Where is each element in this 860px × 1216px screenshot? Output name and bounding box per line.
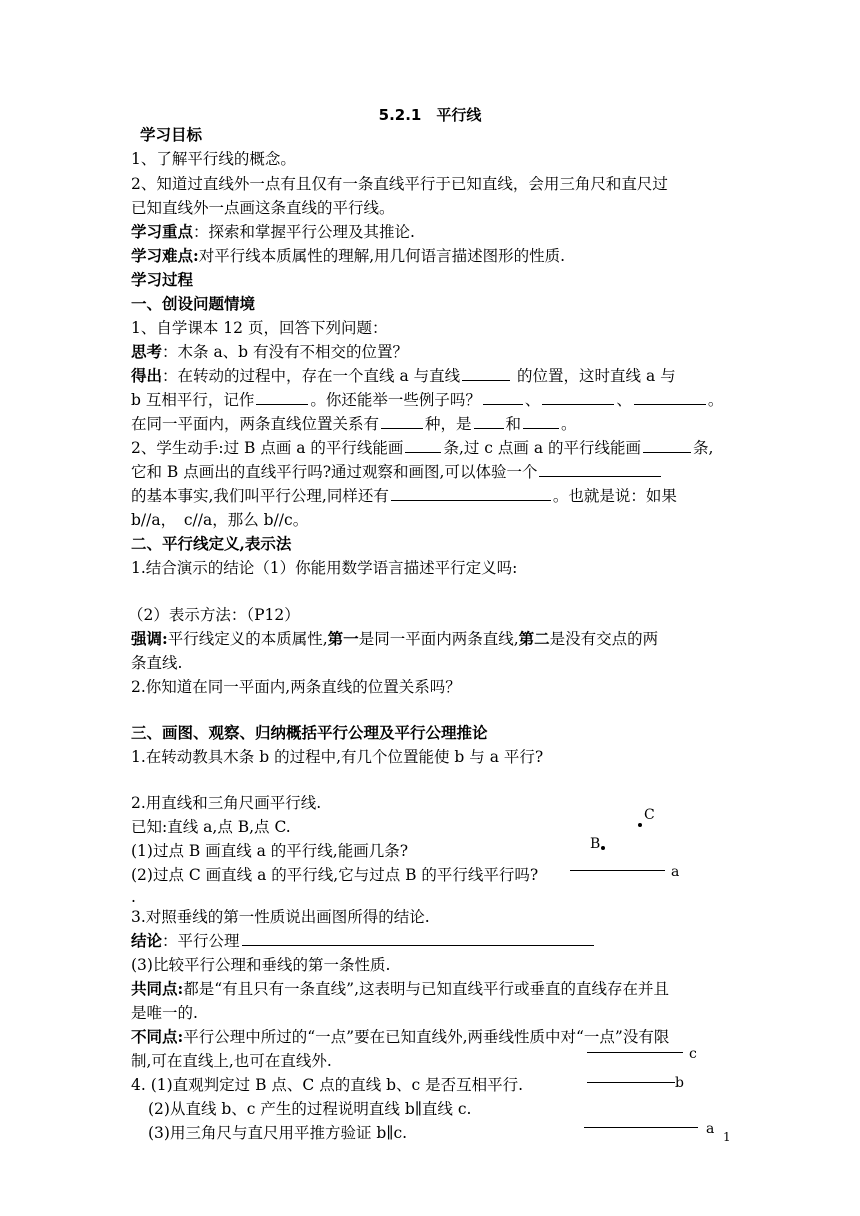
- s1-line1: 1、自学课本 12 页，回答下列问题：: [131, 319, 388, 337]
- conclusion-text: ：平行公理: [162, 932, 240, 950]
- think-text: ：木条 a、b 有没有不相交的位置？: [162, 343, 409, 361]
- common-line-2: 是唯一的.: [131, 1004, 198, 1022]
- emphasis-label: 强调:: [131, 629, 168, 648]
- s3-line3: 已知:直线 a,点 B,点 C.: [131, 818, 291, 836]
- s3-line4: (1)过点 B 画直线 a 的平行线,能画几条?: [131, 842, 409, 860]
- handson-text-b: 条,过 c 点画 a 的平行线能画: [443, 439, 641, 457]
- section2-heading: 二、平行线定义,表示法: [131, 534, 292, 553]
- figure1-label-b: B: [590, 836, 601, 852]
- result-line: [131, 365, 676, 387]
- focus-label: 学习重点: [131, 222, 194, 241]
- emphasis-first: 第一: [327, 629, 359, 648]
- relation-text-d: 。: [561, 415, 577, 433]
- blank: [391, 485, 551, 501]
- focus-line: [131, 221, 415, 243]
- s3-line5: (2)过点 C 画直线 a 的平行线,它与过点 B 的平行线平行吗?: [131, 866, 539, 884]
- goal-2a: 2、知道过直线外一点有且仅有一条直线平行于已知直线，会用三角尺和直尺过: [131, 175, 668, 193]
- difference-text: 平行公理中所过的“一点”要在已知直线外,两垂线性质中对“一点”没有限: [183, 1028, 670, 1046]
- difficulty-text: 对平行线本质属性的理解,用几何语言描述图形的性质.: [198, 247, 566, 265]
- result-text-b: 的位置，这时直线 a 与: [512, 367, 676, 385]
- s3-line1: 1.在转动教具木条 b 的过程中,有几个位置能使 b 与 a 平行?: [131, 748, 544, 766]
- s2-line1: 1.结合演示的结论（1）你能用数学语言描述平行定义吗:: [131, 559, 518, 577]
- axiom-text-a: 的基本事实,我们叫平行公理,同样还有: [131, 487, 389, 505]
- figure2-label-b: b: [675, 1075, 684, 1091]
- blank: [483, 389, 523, 405]
- blank: [242, 930, 594, 946]
- handson-text-a: 2、学生动手:过 B 点画 a 的平行线能画: [131, 439, 404, 457]
- common-line: [131, 978, 669, 1000]
- figure2-label-c: c: [689, 1046, 697, 1062]
- page-number: 1: [723, 1130, 731, 1144]
- difference-line-2: 制,可在直线上,也可在直线外.: [131, 1052, 332, 1070]
- blank: [643, 437, 691, 453]
- notation-sep-2: 、: [616, 391, 632, 409]
- result-text-a: ：在转动的过程中，存在一个直线 a 与直线: [162, 367, 461, 385]
- handson-text-c: 条,: [693, 439, 714, 457]
- figure1-label-c: C: [644, 807, 655, 823]
- conclusion-label: 结论: [131, 931, 163, 950]
- process-heading: 学习过程: [131, 270, 194, 289]
- notation-sep-1: 、: [524, 391, 541, 409]
- think-line: [131, 341, 408, 363]
- common-text: 都是“有且只有一条直线”,这表明与已知直线平行或垂直的直线存在并且: [183, 980, 670, 998]
- focus-text: ：探索和掌握平行公理及其推论.: [193, 223, 415, 241]
- s3-line6: .: [131, 888, 136, 906]
- blank: [381, 413, 423, 429]
- q4-line1: 4. (1)直观判定过 B 点、C 点的直线 b、c 是否互相平行.: [131, 1076, 524, 1094]
- s2-line4: 2.你知道在同一平面内,两条直线的位置关系吗？: [131, 678, 461, 696]
- difficulty-line: [131, 245, 565, 267]
- blank: [474, 413, 504, 429]
- blank: [405, 437, 441, 453]
- notation-text-a: b 互相平行，记作: [131, 391, 255, 409]
- think-label: 思考: [131, 342, 163, 361]
- blank: [256, 389, 308, 405]
- notation-end: 。: [707, 391, 724, 409]
- axiom-line: [131, 485, 677, 507]
- common-label: 共同点:: [131, 979, 184, 998]
- q4-line3: (3)用三角尺与直尺用平推方验证 b∥c.: [148, 1124, 408, 1142]
- relation-line: [131, 413, 577, 435]
- difficulty-label: 学习难点:: [131, 246, 199, 265]
- figure2-line-a: [584, 1127, 698, 1128]
- section3-heading: 三、画图、观察、归纳概括平行公理及平行公理推论: [131, 723, 488, 742]
- s3-line9: (3)比较平行公理和垂线的第一条性质.: [131, 956, 391, 974]
- s3-line7: 3.对照垂线的第一性质说出画图所得的结论.: [131, 908, 430, 926]
- goals-heading: 学习目标: [140, 125, 203, 144]
- observe-line: [131, 461, 663, 483]
- goal-1: 1、了解平行线的概念。: [131, 150, 296, 168]
- emphasis-line: [131, 628, 658, 650]
- s2-line2: （2）表示方法：（P12）: [128, 606, 300, 624]
- notation-line: [131, 389, 723, 411]
- transitive-line: b//a， c//a，那么 b//c。: [131, 511, 309, 529]
- relation-text-b: 种，是: [425, 415, 472, 433]
- blank: [634, 389, 706, 405]
- page-title: 5.2.1 平行线: [378, 106, 482, 124]
- figure2-line-c: [587, 1052, 683, 1053]
- observe-text: 它和 B 点画出的直线平行吗?通过观察和画图,可以体验一个: [131, 463, 538, 481]
- difference-line: [131, 1026, 669, 1048]
- notation-text-b: 。你还能举一些例子吗？: [310, 391, 481, 409]
- goal-2b: 已知直线外一点画这条直线的平行线。: [131, 199, 395, 217]
- q4-line2: (2)从直线 b、c 产生的过程说明直线 b∥直线 c.: [148, 1100, 472, 1118]
- section1-heading: 一、创设问题情境: [131, 294, 256, 313]
- emphasis-text-e: 是没有交点的两: [549, 630, 659, 648]
- emphasis-line-2: 条直线.: [131, 654, 183, 672]
- figure2-line-b: [587, 1082, 675, 1083]
- figure1-label-a: a: [671, 864, 680, 880]
- difference-label: 不同点:: [131, 1027, 184, 1046]
- blank: [539, 461, 661, 477]
- emphasis-second: 第二: [518, 629, 550, 648]
- emphasis-text-c: 是同一平面内两条直线,: [358, 630, 519, 648]
- emphasis-text-a: 平行线定义的本质属性,: [167, 630, 328, 648]
- point-b-dot: [601, 846, 605, 850]
- relation-text-a: 在同一平面内，两条直线位置关系有: [131, 415, 380, 433]
- conclusion-line: [131, 930, 596, 952]
- axiom-text-b: 。也就是说：如果: [552, 487, 677, 505]
- blank: [542, 389, 614, 405]
- relation-text-c: 和: [505, 415, 522, 433]
- result-label: 得出: [131, 366, 163, 385]
- s3-line2: 2.用直线和三角尺画平行线.: [131, 794, 322, 812]
- figure1-line-a: [570, 870, 665, 871]
- handson-line: [131, 437, 713, 459]
- figure2-label-a: a: [706, 1121, 715, 1137]
- blank: [462, 365, 510, 381]
- point-c-dot: [638, 823, 642, 827]
- blank: [523, 413, 559, 429]
